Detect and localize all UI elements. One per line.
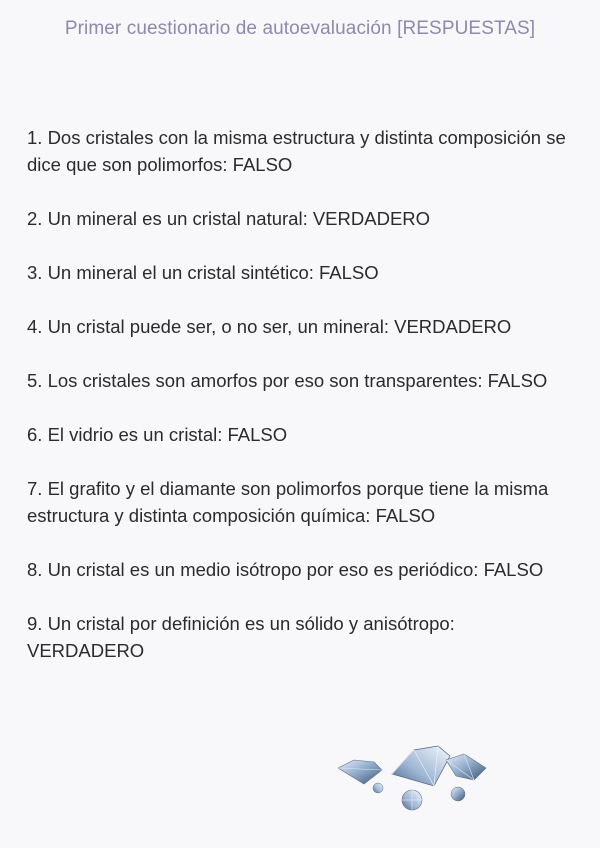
answer-item-9: 9. Un cristal por definición es un sólido y anisótropo: VERDADERO bbox=[27, 613, 455, 661]
answer-item-8: 8. Un cristal es un medio isótropo por eso es periódico: FALSO bbox=[27, 559, 544, 580]
answer-item-7: 7. El grafito y el diamante son polimorfos porque tiene la misma estructura y distinta composición química: FALSO bbox=[27, 478, 549, 526]
answer-item-2: 2. Un mineral es un cristal natural: VERDADERO bbox=[27, 208, 431, 229]
answer-item-5: 5. Los cristales son amorfos por eso son transparentes: FALSO bbox=[27, 370, 548, 391]
answer-item-6: 6. El vidrio es un cristal: FALSO bbox=[27, 424, 288, 445]
answer-list bbox=[27, 124, 575, 691]
diamonds-icon bbox=[334, 740, 494, 816]
answer-item-3: 3. Un mineral el un cristal sintético: FALSO bbox=[27, 262, 379, 283]
answer-item-4: 4. Un cristal puede ser, o no ser, un mineral: VERDADERO bbox=[27, 316, 512, 337]
page-title: Primer cuestionario de autoevaluación [RESPUESTAS] bbox=[64, 18, 536, 39]
answer-item-1: 1. Dos cristales con la misma estructura y distinta composición se dice que son polimorfos: FALSO bbox=[27, 127, 566, 175]
